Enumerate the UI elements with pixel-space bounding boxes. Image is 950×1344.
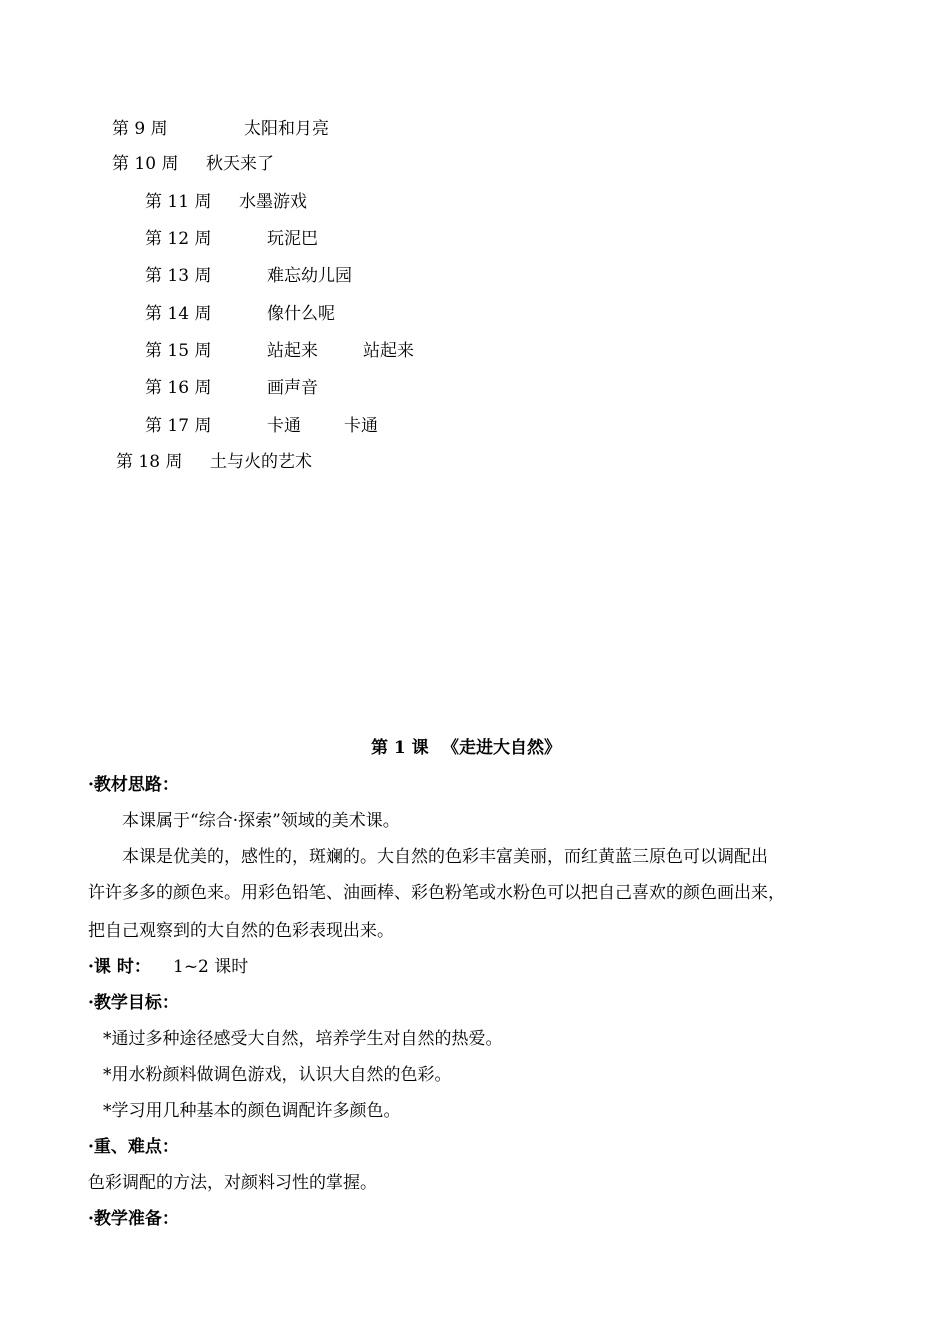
schedule-topic: 像什么呢 — [267, 304, 335, 324]
schedule-topic: 太阳和月亮 — [244, 119, 329, 139]
lesson-number: 第 1 课 — [371, 738, 429, 758]
paragraph: 本课属于“综合·探索”领域的美术课。 — [122, 811, 400, 831]
section-heading-goals: ·教学目标： — [88, 993, 179, 1013]
schedule-week: 第 17 周 — [145, 416, 212, 436]
schedule-week: 第 11 周 — [145, 192, 212, 212]
goal-item: *学习用几种基本的颜色调配许多颜色。 — [103, 1101, 401, 1121]
paragraph: 许许多多的颜色来。用彩色铅笔、油画棒、彩色粉笔或水粉色可以把自己喜欢的颜色画出来， — [88, 883, 785, 903]
section-heading-preparation: ·教学准备： — [88, 1209, 179, 1229]
schedule-topic-extra: 站起来 — [363, 341, 414, 361]
schedule-topic: 土与火的艺术 — [210, 452, 312, 472]
schedule-topic: 玩泥巴 — [267, 229, 318, 249]
schedule-week: 第 14 周 — [145, 304, 212, 324]
hours-value: 1~2 课时 — [173, 957, 249, 977]
schedule-topic: 站起来 — [267, 341, 318, 361]
schedule-week: 第 16 周 — [145, 378, 212, 398]
schedule-week: 第 12 周 — [145, 229, 212, 249]
schedule-topic: 秋天来了 — [206, 154, 274, 174]
goal-item: *用水粉颜料做调色游戏，认识大自然的色彩。 — [103, 1065, 452, 1085]
schedule-week: 第 9 周 — [112, 119, 168, 139]
schedule-topic: 水墨游戏 — [239, 192, 307, 212]
goal-item: *通过多种途径感受大自然，培养学生对自然的热爱。 — [103, 1029, 503, 1049]
paragraph: 色彩调配的方法，对颜料习性的掌握。 — [88, 1173, 377, 1193]
schedule-week: 第 18 周 — [116, 452, 183, 472]
section-heading-approach: ·教材思路： — [88, 775, 179, 795]
lesson-name: 《走进大自然》 — [442, 738, 561, 758]
schedule-topic: 难忘幼儿园 — [267, 266, 352, 286]
schedule-topic-extra: 卡通 — [344, 416, 378, 436]
schedule-topic: 画声音 — [267, 378, 318, 398]
paragraph: 把自己观察到的大自然的色彩表现出来。 — [88, 921, 394, 941]
paragraph: 本课是优美的，感性的，斑斓的。大自然的色彩丰富美丽，而红黄蓝三原色可以调配出 — [122, 847, 768, 867]
schedule-week: 第 15 周 — [145, 341, 212, 361]
section-heading-hours: ·课 时： — [88, 957, 151, 977]
schedule-topic: 卡通 — [267, 416, 301, 436]
schedule-week: 第 13 周 — [145, 266, 212, 286]
section-heading-key-points: ·重、难点： — [88, 1137, 179, 1157]
schedule-week: 第 10 周 — [112, 154, 179, 174]
